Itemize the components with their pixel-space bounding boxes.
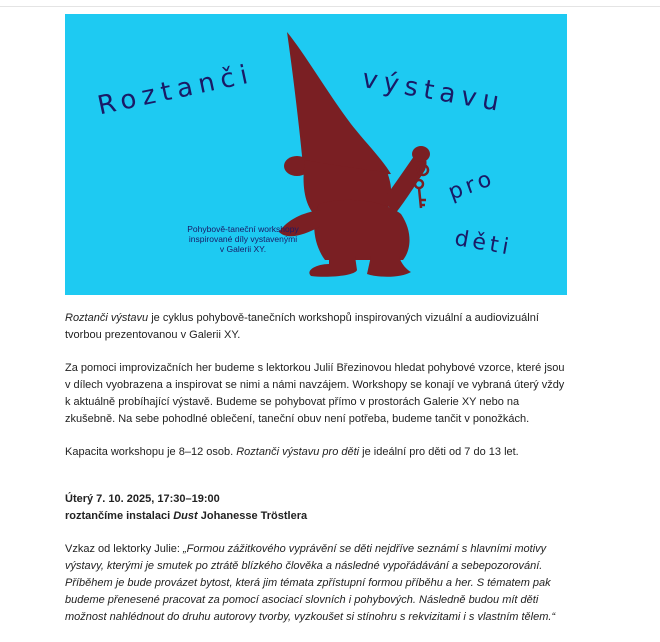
banner-title-vystavu: výstavu (359, 64, 508, 119)
event-date: Úterý 7. 10. 2025, 17:30–19:00 (65, 493, 220, 505)
capacity-text-after: je ideální pro děti od 7 do 13 let. (359, 446, 519, 458)
banner-title-roztanci: Roztanči (95, 59, 257, 122)
article-content (65, 310, 570, 642)
banner-title-deti: děti (452, 226, 515, 261)
banner-title-pro: pro (445, 165, 499, 206)
event-title (65, 508, 570, 525)
capacity-paragraph (65, 444, 570, 461)
banner-subtitle (173, 224, 313, 254)
gnome-leg-left (309, 256, 357, 277)
banner-subtitle-line: v Galerii XY. (219, 244, 267, 254)
capacity-em: Roztanči výstavu pro děti (236, 446, 360, 458)
intro-text: je cyklus pohybově-tanečních workshopů inspirovaných vizuální a audiovizuální tvorbou prezentovanou v Galerii XY. (65, 312, 539, 341)
event-title-text: roztančíme instalaci (65, 510, 174, 522)
event-banner (65, 14, 567, 295)
gnome-leg-right (367, 256, 411, 277)
event-title-em: Dust (173, 510, 198, 522)
gnome-hand (412, 146, 430, 162)
description-paragraph: Za pomoci improvizačních her budeme s lektorkou Julií Březinovou hledat pohybové vzorce, které jsou v dílech vyobrazena a inspirovat se nimi a námi navzájem. Workshopy se konají ve vybraná úterý vždy k aktuálně probíhající výstavě. Budeme se pohybovat přímo v prostorách Galerie XY nebo na zkušebně. Na sebe pohodlné oblečení, taneční obuv není potřeba, budeme tančit v ponožkách. (65, 362, 565, 425)
intro-em: Roztanči výstavu (65, 312, 149, 324)
message-intro: Vzkaz od lektorky Julie: (65, 543, 183, 555)
message-quote: „Formou zážitkového vyprávění se děti nejdříve seznámí s hlavními motivy výstavy, kterými je smutek po ztrátě blízkého člověka a následné vypořádávání a sebepozorování. Příběhem je bude provázet bytost, která jim témata zpřístupní formou příběhu a her. S tématem pak budeme přenesené pracovat za pomocí asociací slovních i pohybových. Následně budou mít děti možnost nahlédnout do druhu autorovy tvorby, vyzkoušet si stínohru s rekvizitami i s vlastním tělem.“ (65, 543, 556, 623)
event-info (65, 491, 570, 525)
intro-paragraph (65, 310, 570, 344)
top-divider (0, 6, 660, 7)
event-title-after: Johanesse Tröstlera (197, 510, 308, 522)
lecturer-message (65, 541, 570, 626)
banner-subtitle-line: inspirované díly vystavenými (188, 234, 298, 244)
banner-subtitle-line: Pohybově-taneční workshopy (187, 224, 299, 234)
capacity-text: Kapacita workshopu je 8–12 osob. (65, 446, 237, 458)
gnome-hat (287, 32, 391, 175)
